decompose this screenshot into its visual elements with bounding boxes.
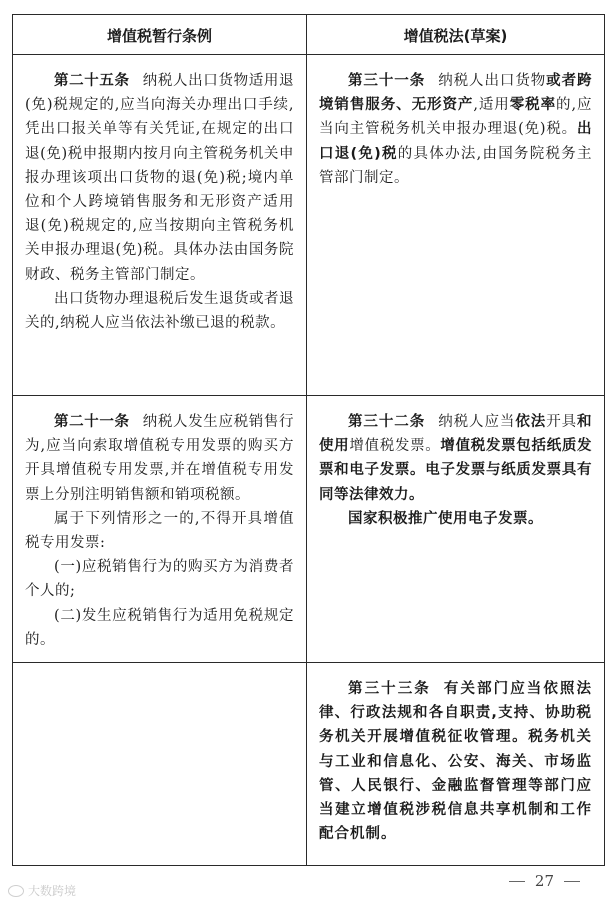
article-text: (一)应税销售行为的购买方为消费者个人的; bbox=[25, 559, 294, 600]
page-number-text: 27 bbox=[534, 872, 554, 890]
amended-text: 或者跨境销售服务、无形资产 bbox=[319, 73, 593, 114]
text-segment: 的具体办法,由国务院税务主管部门制定。 bbox=[319, 145, 592, 186]
article-number: 第三十二条 bbox=[348, 414, 426, 430]
cell-old-article-21 bbox=[13, 396, 307, 663]
article-number: 第三十一条 bbox=[348, 73, 426, 89]
cell-old-article-25 bbox=[13, 55, 307, 396]
table-row bbox=[13, 663, 605, 866]
article-number: 第二十五条 bbox=[54, 73, 130, 89]
table-row bbox=[13, 396, 605, 663]
paragraph bbox=[319, 677, 592, 846]
table-row bbox=[13, 55, 605, 396]
text-segment: 纳税人应当 bbox=[438, 414, 516, 430]
paragraph bbox=[319, 507, 592, 531]
text-segment: 开具 bbox=[546, 414, 578, 430]
paragraph bbox=[25, 410, 294, 507]
paragraph bbox=[25, 69, 294, 287]
amended-text: 国家积极推广使用电子发票。 bbox=[348, 510, 543, 527]
text-segment: 的,应当向主管税务机关申报办理退(免)税。 bbox=[319, 97, 593, 138]
amended-text: 依法 bbox=[515, 414, 547, 430]
amended-text: 和使用 bbox=[319, 414, 593, 455]
article-text: (二)发生应税销售行为适用免税规定的。 bbox=[25, 607, 294, 648]
text-segment: 纳税人出口货物 bbox=[438, 73, 547, 89]
watermark-logo-icon bbox=[8, 885, 24, 897]
text-segment: 增值税发票。 bbox=[349, 438, 441, 455]
cell-new-article-33 bbox=[307, 663, 605, 866]
header-old-regulation: 增值税暂行条例 bbox=[13, 15, 307, 55]
amended-text: 有关部门应当依照法律、行政法规和各自职责,支持、协助税务机关开展增值税征收管理。税务机关与工业和信息化、公安、海关、市场监管、人民银行、金融监督管理等部门应当建立增值税涉税信息共享机制和工作配合机制。 bbox=[319, 681, 593, 843]
cell-new-article-32 bbox=[307, 396, 605, 663]
amended-text: 增值税发票包括纸质发票和电子发票。电子发票与纸质发票具有同等法律效力。 bbox=[319, 438, 593, 503]
cell-old-empty bbox=[13, 663, 307, 866]
watermark-text: 大数跨境 bbox=[28, 884, 77, 898]
article-text: 纳税人发生应税销售行为,应当向索取增值税专用发票的购买方开具增值税专用发票,并在增值税专用发票上分别注明销售额和销项税额。 bbox=[25, 414, 295, 503]
article-number: 第三十三条 bbox=[348, 681, 431, 698]
paragraph bbox=[25, 287, 294, 335]
divider bbox=[564, 881, 580, 882]
comparison-table bbox=[12, 14, 605, 866]
paragraph bbox=[319, 69, 592, 190]
amended-text: 出口退(免)税 bbox=[319, 121, 592, 162]
text-segment: ,适用 bbox=[473, 97, 510, 114]
article-text: 属于下列情形之一的,不得开具增值税专用发票: bbox=[25, 510, 294, 552]
article-text: 纳税人出口货物适用退(免)税规定的,应当向海关办理出口手续,凭出口报关单等有关凭证,在规定的出口退(免)税申报期内按月向主管税务机关申报办理该项出口货物的退(免)税;境内单位和个人跨境销售服务和无形资产适用退(免)税规定的,应当按期向主管税务机关申报办理退(免)税。具体办法由国务院财政、税务主管部门制定。 bbox=[25, 73, 295, 283]
page-number bbox=[509, 872, 580, 890]
article-text: 出口货物办理退税后发生退货或者退关的,纳税人应当依法补缴已退的税款。 bbox=[25, 290, 294, 332]
article-number: 第二十一条 bbox=[54, 414, 130, 430]
header-new-law-draft: 增值税法(草案) bbox=[307, 15, 605, 55]
paragraph bbox=[25, 604, 294, 652]
divider bbox=[509, 881, 525, 882]
amended-text: 零税率 bbox=[509, 97, 557, 114]
watermark bbox=[8, 882, 76, 899]
paragraph bbox=[319, 410, 592, 507]
paragraph bbox=[25, 507, 294, 555]
cell-new-article-31 bbox=[307, 55, 605, 396]
paragraph bbox=[25, 555, 294, 603]
